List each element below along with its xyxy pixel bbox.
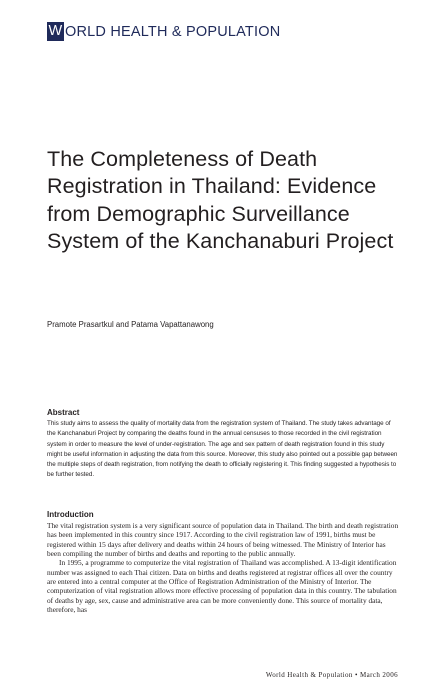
article-authors: Pramote Prasartkul and Patama Vapattanawong bbox=[47, 320, 214, 329]
journal-name: ORLD HEALTH & POPULATION bbox=[65, 23, 281, 40]
page-footer: World Health & Population • March 2006 bbox=[265, 671, 398, 679]
journal-initial-box: W bbox=[48, 23, 63, 39]
journal-header bbox=[47, 22, 280, 41]
abstract-heading: Abstract bbox=[47, 408, 80, 417]
introduction-heading: Introduction bbox=[47, 510, 94, 519]
abstract-text: This study aims to assess the quality of mortality data from the registration system of Thailand. The study takes advantage of the Kanchanaburi Project by comparing the deaths found in the annual censuses to those recorded in the civil registration system in order to measure the level of under-registration. The age and sex pattern of death registration found in this study might be useful information in adjusting the data from this source. Moreover, this study also pointed out a possible gap between the multiple steps of death registration, from notifying the death to officially registering it. This finding suggested a hypothesis to be further tested. bbox=[47, 420, 398, 479]
introduction-paragraph-1: The vital registration system is a very significant source of population data in Thailand. The birth and death registration has been implemented in this country since 1917. According to the civil registration law of 1991, births must be registered within 15 days after delivery and deaths within 24 hours of being witnessed. The Ministry of Interior has been compiling the number of births and deaths and reporting to the public annually. bbox=[47, 521, 399, 559]
article-title: The Completeness of Death Registration in Thailand: Evidence from Demographic Surveillance System of the Kanchanaburi Project bbox=[47, 147, 394, 254]
introduction-body bbox=[47, 521, 400, 614]
introduction-paragraph-2: In 1995, a programme to computerize the vital registration of Thailand was accomplished. A 13-digit identification number was assigned to each Thai citizen. Data on births and deaths registered at registrar offices all over the country are entered into a central computer at the Office of Registration Administration of the Ministry of Interior. The computerization of vital registration allows more effective processing of population data in this country. The tabulation of deaths by age, sex, cause and administrative area can be more conveniently done. This source of mortality data, therefore, has bbox=[47, 558, 397, 615]
